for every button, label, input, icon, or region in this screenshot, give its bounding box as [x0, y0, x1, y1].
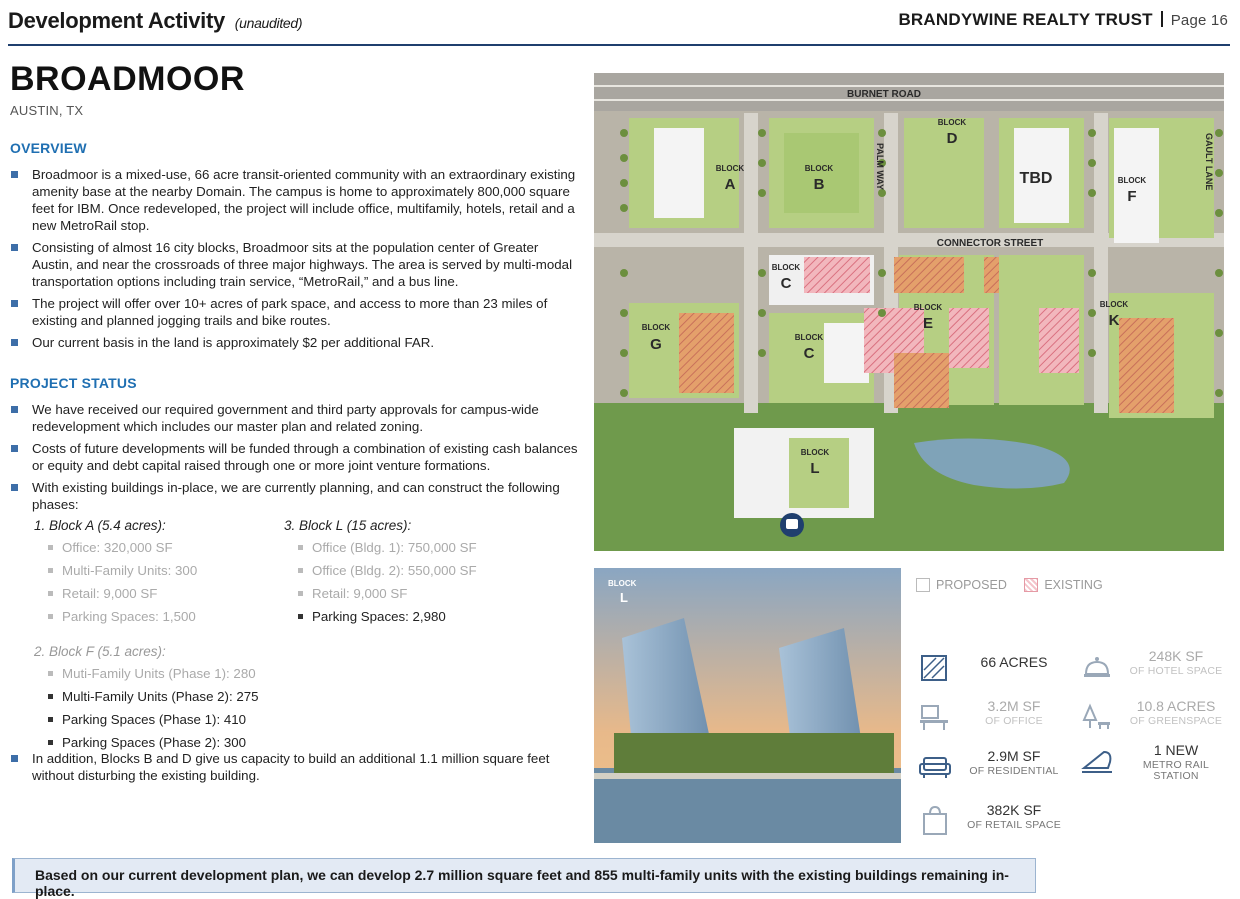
shopping-bag-icon: [918, 804, 952, 838]
map-block-word: BLOCK: [804, 164, 834, 173]
render-block-letter: L: [620, 590, 628, 605]
stat-value: 2.9M SF: [987, 748, 1041, 764]
status-list: [10, 401, 580, 513]
map-block-f: F: [1127, 188, 1137, 205]
legend-proposed-swatch: [916, 578, 930, 592]
stat-hotel: [1080, 648, 1230, 692]
phases-list: [34, 518, 580, 750]
property-name: BROADMOOR: [10, 60, 245, 98]
stat-value: 382K SF: [986, 802, 1042, 818]
phase-item: Office (Bldg. 2): 550,000 SF: [284, 562, 524, 579]
status-bullet: Costs of future developments will be funded through a combination of existing cash balances or equity and debt capital raised through one or more joint venture formations.: [10, 440, 580, 474]
phase-block-a: [34, 518, 274, 631]
stat-value: 66 ACRES: [980, 654, 1048, 670]
stat-label: OF RESIDENTIAL: [969, 765, 1059, 777]
header-brand: [898, 10, 1228, 30]
map-label-gault-lane: GAULT LANE: [1204, 133, 1214, 191]
overview-heading: OVERVIEW: [10, 140, 87, 156]
page-title-text: Development Activity: [8, 8, 225, 33]
stat-residential: [918, 748, 1068, 792]
phase-item: Retail: 9,000 SF: [284, 585, 524, 602]
legend-existing-swatch: [1024, 578, 1038, 592]
map-block-g: G: [650, 336, 662, 353]
stat-acres: [918, 648, 1068, 692]
final-list: [10, 750, 580, 784]
map-block-a: A: [724, 176, 736, 193]
render-block-word: BLOCK: [608, 579, 637, 588]
map-block-c-top: C: [780, 275, 792, 292]
map-block-word: BLOCK: [800, 448, 830, 457]
page-number: Page 16: [1170, 12, 1228, 29]
legend-existing: [1024, 578, 1102, 592]
overview-bullet: Consisting of almost 16 city blocks, Broadmoor sits at the population center of Greater Austin, and near the crossroads of three major highways. The area is served by multi-modal transportation options including train service, “MetroRail,” and a bus line.: [10, 239, 580, 290]
map-block-word: BLOCK: [641, 323, 671, 332]
stat-retail: [918, 802, 1068, 846]
summary-callout: Based on our current development plan, we can develop 2.7 million square feet and 855 multi-family units with the existing buildings remaining in-place.: [12, 858, 1036, 893]
stat-metro-rail: [1080, 742, 1230, 786]
hotel-bell-icon: [1080, 650, 1114, 684]
stat-label: OF RETAIL SPACE: [967, 819, 1061, 831]
stat-label: METRO RAIL STATION: [1142, 759, 1210, 782]
map-block-word: BLOCK: [937, 118, 967, 127]
map-block-word: BLOCK: [771, 263, 801, 272]
map-block-b: B: [813, 176, 825, 193]
map-tbd: TBD: [1019, 170, 1053, 187]
company-name: BRANDYWINE REALTY TRUST: [898, 10, 1153, 29]
map-block-word: BLOCK: [715, 164, 745, 173]
phase-item: Office: 320,000 SF: [34, 539, 274, 556]
overview-bullet: Broadmoor is a mixed-use, 66 acre transit-oriented community with an extraordinary existing amenity base at the nearby Domain. The campus is home to approximately 800,000 square feet for IBM. Once redeveloped, the project will include office, multifamily, hotels, retail and a new MetroRail stop.: [10, 166, 580, 234]
map-block-d: D: [946, 130, 958, 147]
phase-item: Parking Spaces: 2,980: [284, 608, 524, 625]
train-icon: [1080, 744, 1114, 778]
page-title: [8, 8, 302, 34]
status-bullet: We have received our required government and third party approvals for campus-wide redevelopment which includes our master plan and related zoning.: [10, 401, 580, 435]
stat-value: 3.2M SF: [987, 698, 1041, 714]
stat-label: OF HOTEL SPACE: [1129, 665, 1223, 677]
phase-title: 3. Block L (15 acres):: [284, 518, 412, 533]
map-block-word: BLOCK: [1099, 300, 1129, 309]
left-column: [10, 60, 580, 789]
stat-value: 1 NEW: [1153, 742, 1199, 758]
office-desk-icon: [918, 700, 952, 734]
stat-greenspace: [1080, 698, 1230, 742]
status-bullet: In addition, Blocks B and D give us capacity to build an additional 1.1 million square feet without disturbing the existing building.: [10, 750, 580, 784]
page-header: [8, 6, 1230, 46]
map-block-l: L: [810, 460, 820, 477]
property-location: AUSTIN, TX: [10, 103, 84, 118]
map-legend: [916, 578, 1226, 598]
overview-bullet: Our current basis in the land is approximately $2 per additional FAR.: [10, 334, 580, 351]
area-icon: [918, 650, 952, 684]
page-title-note: (unaudited): [234, 15, 303, 31]
legend-proposed: [916, 578, 1007, 592]
map-label-burnet-road: BURNET ROAD: [847, 89, 921, 100]
stat-label: OF OFFICE: [985, 715, 1043, 727]
park-icon: [1080, 700, 1114, 734]
legend-existing-label: EXISTING: [1044, 578, 1103, 592]
phase-item: Retail: 9,000 SF: [34, 585, 274, 602]
map-block-c: C: [803, 345, 815, 362]
stat-value: 248K SF: [1148, 648, 1204, 664]
phase-item: Multi-Family Units (Phase 2): 275: [34, 688, 334, 705]
status-bullet: With existing buildings in-place, we are currently planning, and can construct the following phases:: [10, 479, 580, 513]
map-block-word: BLOCK: [1117, 176, 1147, 185]
map-block-word: BLOCK: [794, 333, 824, 342]
phase-title: 2. Block F (5.1 acres):: [34, 644, 166, 659]
phase-item: Parking Spaces: 1,500: [34, 608, 274, 625]
map-label-palm-way: PALM WAY: [875, 143, 885, 191]
phase-block-f: [34, 644, 334, 757]
map-block-word: BLOCK: [913, 303, 943, 312]
map-block-e: E: [922, 315, 934, 332]
project-status-heading: PROJECT STATUS: [10, 375, 137, 391]
block-l-rendering: [594, 568, 901, 843]
site-plan-map: [594, 73, 1224, 551]
phase-item: Muti-Family Units (Phase 1): 280: [34, 665, 334, 682]
stat-label: OF GREENSPACE: [1129, 715, 1223, 727]
phase-item: Parking Spaces (Phase 1): 410: [34, 711, 334, 728]
map-label-connector-street: CONNECTOR STREET: [936, 238, 1044, 249]
stat-office: [918, 698, 1068, 742]
phase-item: Multi-Family Units: 300: [34, 562, 274, 579]
sofa-icon: [918, 750, 952, 784]
phase-block-l: [284, 518, 524, 631]
header-divider: [1161, 11, 1163, 27]
overview-bullet: The project will offer over 10+ acres of park space, and access to more than 23 miles of existing and planned jogging trails and bike routes.: [10, 295, 580, 329]
overview-list: [10, 166, 580, 351]
phase-item: Parking Spaces (Phase 2): 300: [34, 734, 334, 751]
stat-value: 10.8 ACRES: [1136, 698, 1216, 714]
phase-item: Office (Bldg. 1): 750,000 SF: [284, 539, 524, 556]
legend-proposed-label: PROPOSED: [936, 578, 1007, 592]
map-block-k: K: [1108, 312, 1120, 329]
phase-title: 1. Block A (5.4 acres):: [34, 518, 166, 533]
